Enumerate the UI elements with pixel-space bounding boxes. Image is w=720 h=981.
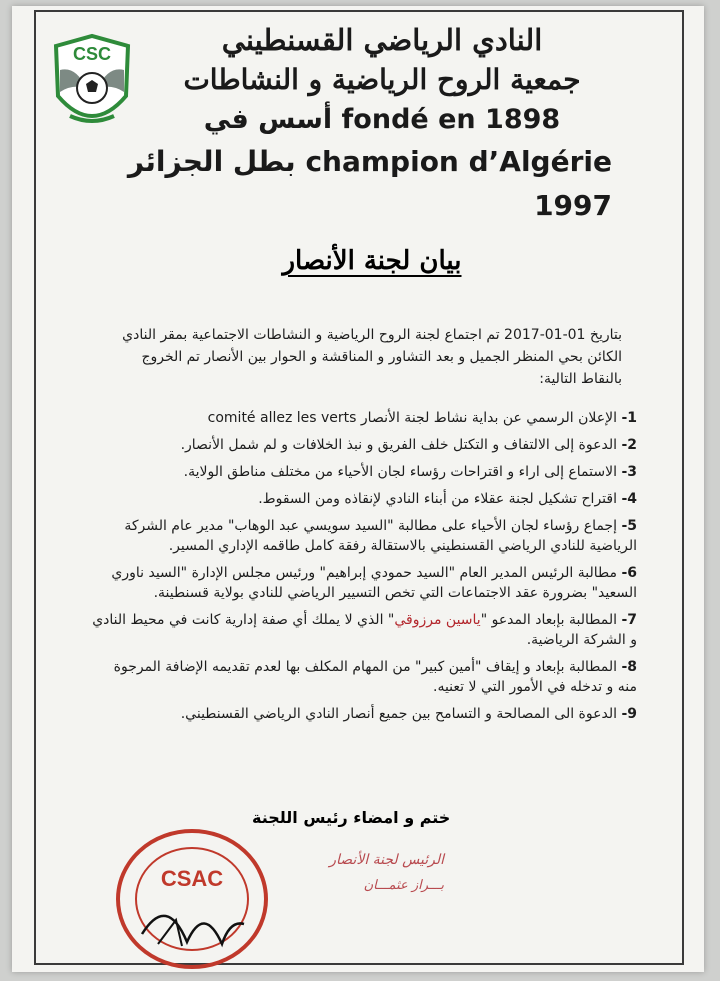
list-item: 4- اقتراح تشكيل لجنة عقلاء من أبناء النادي لإنقاذه ومن السقوط. [258,491,637,507]
list-item: 1- الإعلان الرسمي عن بداية نشاط لجنة الأنصار comité allez les verts [207,410,637,426]
founded-line: أسس في fondé en 1898 [203,104,561,135]
document-header [122,20,642,228]
president-name: بـــراز عثمـــان [363,878,444,893]
highlighted-name: ياسين مرزوقي [394,612,481,628]
president-title: الرئيس لجنة الأنصار [329,852,444,868]
intro-paragraph: بتاريخ 01-01-2017 تم اجتماع لجنة الروح الرياضية و النشاطات الاجتماعية بمقر النادي الكائن بحي المنظر الجميل و بعد التشاور و المناقشة و الحوار بين الأنصار تم الخروج بالنقاط التالية: [122,327,622,387]
list-item: 9- الدعوة الى المصالحة و التسامح بين جميع أنصار النادي الرياضي القسنطيني. [180,706,637,722]
list-item: 2- الدعوة إلى الالتفاف و التكتل خلف الفريق و نبذ الخلافات و لم شمل الأنصار. [180,437,637,453]
list-item: 6- مطالبة الرئيس المدير العام "السيد حمودي إبراهيم" ورئيس مجلس الإدارة "السيد ناوري السعيد" بضرورة عقد الاجتماعات التي تخص التسيير الرياضي للنادي بولاية قسنطينة. [111,565,637,601]
association-name: جمعية الروح الرياضية و النشاطات [183,63,581,96]
points-list [92,408,637,731]
official-stamp [112,824,272,974]
president-block [304,852,444,893]
document-sheet [12,6,704,972]
list-item: 8- المطالبة بإبعاد و إيقاف "أمين كبير" من المهام المكلف بها لعدم تقديمه الإضافة المرجوة منه و تدخله في الأمور التي لا تعنيه. [113,659,637,695]
champion-line: بطل الجزائر champion d’Algérie 1997 [127,145,612,222]
signature-label: ختم و امضاء رئيس اللجنة [252,808,451,827]
list-item: 3- الاستماع إلى اراء و اقتراحات رؤساء لجان الأحياء من مختلف مناطق الولاية. [183,464,637,480]
list-item: 7- المطالبة بإبعاد المدعو "ياسين مرزوقي" الذي لا يملك أي صفة إدارية كانت في محيط النادي و الشركة الرياضية. [92,612,637,648]
document-title: بيان لجنة الأنصار [282,246,462,276]
club-name: النادي الرياضي القسنطيني [221,23,543,57]
stamp-letters: CSAC [160,866,224,891]
list-item: 5- إجماع رؤساء لجان الأحياء على مطالبة "السيد سويسي عبد الوهاب" مدير عام الشركة الرياضية للنادي الرياضي القسنطيني بالاستقالة رفقة كامل طاقمه الإداري المسير. [124,518,637,554]
logo-text: CSC [72,44,112,64]
